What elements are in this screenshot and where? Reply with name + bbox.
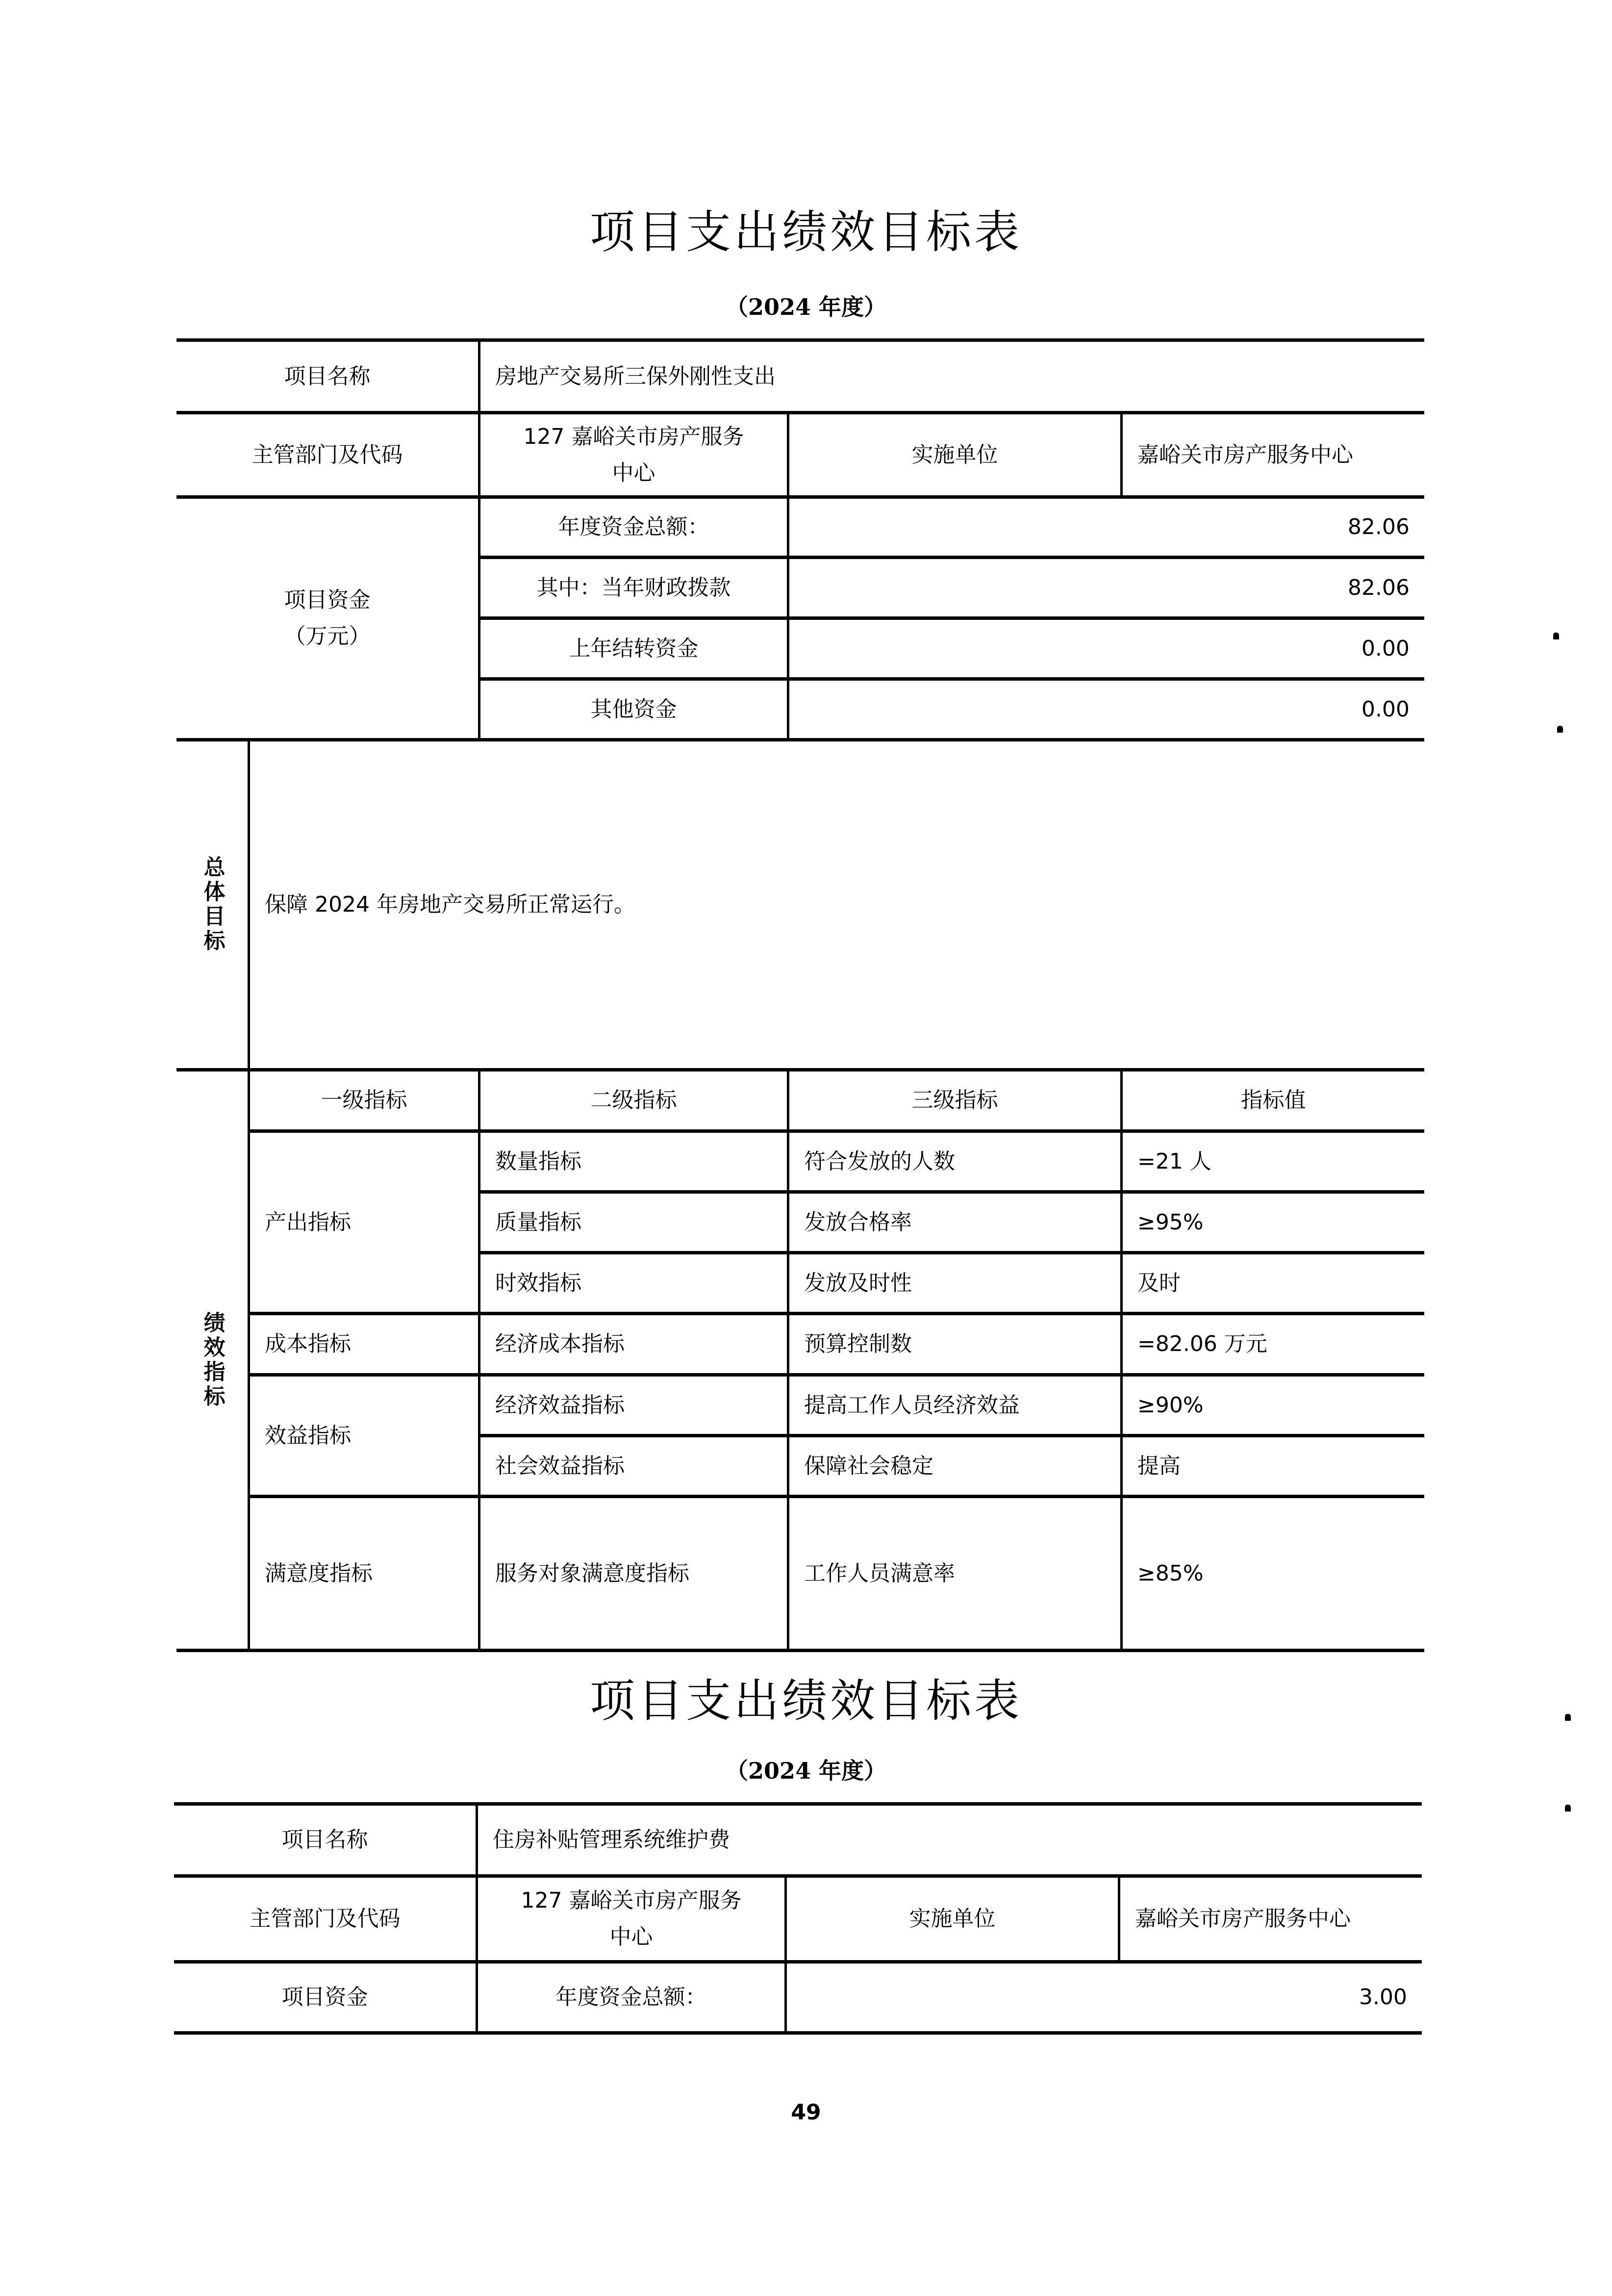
perf-value: 提高 [1137,1453,1181,1479]
rule [478,1434,1424,1437]
rule [176,738,1424,741]
perf-level2: 数量指标 [495,1148,581,1174]
perf-value: =82.06 万元 [1137,1331,1267,1356]
impl-value: 嘉峪关市房产服务中心 [1137,442,1353,467]
funds-label: 项目资金 [284,587,371,612]
perf-value: ≥95% [1137,1209,1204,1235]
perf-level2: 社会效益指标 [495,1453,625,1479]
rule [478,677,1424,681]
table2-bottom-rule [174,2031,1422,2035]
perf-header-level2: 二级指标 [590,1088,677,1113]
perf-level2: 经济成本指标 [495,1331,625,1356]
perf-level2: 经济效益指标 [495,1392,625,1418]
perf-level1: 满意度指标 [265,1560,373,1586]
dept-label: 主管部门及代码 [249,1906,401,1931]
overall-goal-label: 总体目标 [200,856,225,954]
perf-header-level3: 三级指标 [911,1088,998,1113]
perf-level2: 时效指标 [495,1270,581,1296]
overall-goal-label-cell [176,741,248,1068]
dept-value: 127 嘉峪关市房产服务中心 [523,424,744,485]
impl-label: 实施单位 [909,1906,996,1931]
table2-top-rule [174,1802,1422,1806]
rule [176,411,1424,414]
fund-value: 0.00 [1361,696,1410,722]
scan-speck [1557,726,1563,733]
rule [174,1874,1422,1878]
fund-label: 年度资金总额： [555,1985,707,2010]
funds-label: 项目资金 [281,1985,368,2010]
funds-unit: （万元） [284,624,371,649]
dept-value: 127 嘉峪关市房产服务中心 [521,1888,742,1949]
fund-value: 3.00 [1359,1985,1407,2010]
perf-level2: 质量指标 [495,1209,581,1235]
project-name-value: 房地产交易所三保外刚性支出 [495,363,776,389]
perf-level3: 符合发放的人数 [804,1148,955,1174]
perf-level3: 保障社会稳定 [804,1453,933,1479]
perf-level3: 工作人员满意率 [804,1560,955,1586]
perf-level3: 发放及时性 [804,1270,912,1296]
perf-header-value: 指标值 [1241,1088,1306,1113]
perf-level1: 产出指标 [265,1209,351,1235]
project-name-label: 项目名称 [284,363,371,389]
table1-top-rule [176,338,1424,342]
fund-label: 其他资金 [590,696,677,722]
project-name-value: 住房补贴管理系统维护费 [493,1827,730,1852]
perf-level3: 发放合格率 [804,1209,912,1235]
scan-speck [1565,1714,1571,1721]
table2-year: （2024 年度） [725,1758,887,1784]
perf-level3: 提高工作人员经济效益 [804,1392,1020,1418]
perf-value: ≥90% [1137,1392,1204,1418]
perf-header-level1: 一级指标 [321,1088,407,1113]
rule [248,1129,1424,1133]
impl-label: 实施单位 [911,442,998,467]
rule [176,1068,1424,1071]
perf-level3: 预算控制数 [804,1331,912,1356]
fund-label: 上年结转资金 [569,636,699,661]
rule [478,616,1424,620]
funds-label-cell [176,499,478,738]
table1-year: （2024 年度） [725,294,887,320]
rule [248,1312,1424,1315]
perf-level1: 效益指标 [265,1423,351,1448]
perf-level2: 服务对象满意度指标 [495,1560,689,1586]
scan-speck [1553,633,1559,639]
rule [174,1960,1422,1964]
table2-title: 项目支出绩效目标表 [589,1675,1022,1727]
project-name-label: 项目名称 [281,1827,368,1852]
rule [176,495,1424,499]
table1-bottom-rule [176,1649,1424,1652]
perf-label: 绩效指标 [200,1311,225,1409]
scan-speck [1565,1805,1571,1811]
rule [248,1495,1424,1498]
rule [478,1190,1424,1194]
fund-value: 82.06 [1348,575,1410,600]
perf-value: ≥85% [1137,1560,1204,1586]
fund-value: 0.00 [1361,636,1410,661]
fund-value: 82.06 [1348,514,1410,539]
perf-label-cell [176,1071,248,1649]
perf-level1: 成本指标 [265,1331,351,1356]
rule [248,1373,1424,1377]
dept-label: 主管部门及代码 [252,442,403,467]
rule [478,556,1424,559]
perf-value: 及时 [1137,1270,1181,1296]
overall-goal-text: 保障 2024 年房地产交易所正常运行。 [265,892,635,917]
fund-label: 年度资金总额： [558,514,709,539]
page-number: 49 [791,2100,821,2125]
rule [478,1251,1424,1254]
table1-title: 项目支出绩效目标表 [589,206,1022,258]
perf-value: =21 人 [1137,1148,1211,1174]
impl-value: 嘉峪关市房产服务中心 [1135,1906,1351,1931]
fund-label: 其中：当年财政拨款 [536,575,731,600]
